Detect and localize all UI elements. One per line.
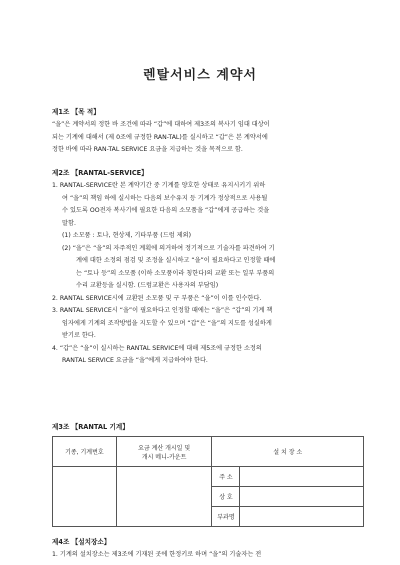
text-line: 정한 바에 따라 RAN-TAL SERVICE 요금을 지급하는 것을 목적으로 함.	[52, 146, 243, 153]
document-title: 렌탈서비스 계약서	[143, 68, 257, 83]
col-header-location: 설 치 장 소	[212, 437, 364, 467]
text-line: 1. RANTAL-SERVICE란 본 계약기간 중 기계를 양호한 상태로 유지시키기 위하	[52, 182, 266, 189]
text-line: 1. 기계의 설치장소는 제3조에 기재된 곳에 한정키로 하며 “을”의 기술자는 전	[52, 551, 262, 558]
col-header-model: 기종, 기계번호	[53, 437, 117, 467]
table-cell-billing-start	[116, 467, 212, 527]
row-label-company: 상 호	[212, 487, 240, 507]
table-cell-address	[240, 467, 364, 487]
text-line: 계에 대한 소정의 점검 및 조정을 실시하고 “을”이 필요하다고 인정할 때에	[76, 257, 276, 264]
text-line: (2) “을”은 “을”의 자주적인 계획에 의거하여 정기적으로 기술자를 파견하여 기	[62, 244, 275, 252]
col-header-line: 개시 메니-카운트	[141, 453, 187, 461]
text-line: 4. “갑”은 “을”이 실시하는 RANTAL SERVICE에 대해 제5조에 규정한 소정의	[52, 344, 262, 352]
article-3-heading: 제3조 【RANTAL 기계】	[52, 423, 129, 431]
text-line: “을”은 계약서의 정한 바 조건에 따라 “갑”에 대하여 제3조의 복사기 임대 대상이	[52, 121, 270, 128]
col-header-billing-start	[116, 437, 212, 467]
text-line: 3. RANTAL SERVICE시 “을”이 필요하다고 인정할 때에는 “을”은 “갑”의 기계 책	[52, 307, 273, 314]
article-4-body	[52, 549, 364, 562]
text-line: 받기로 한다.	[62, 332, 96, 339]
text-line: (1) 소모품 : 토나, 현상제, 기타부품 (드럼 제외)	[62, 232, 192, 239]
row-label-address: 주 소	[212, 467, 240, 487]
text-line: 수 있도록 OO전자 복사기에 필요한 다음의 소모품을 “갑”에게 공급하는 것을	[62, 207, 270, 214]
table-cell-company	[240, 487, 364, 507]
text-line: 2. RANTAL SERVICE시에 교환된 소모품 및 구 부품은 “을”이 이를 인수한다.	[52, 294, 262, 302]
article-2-heading: 제2조 【RANTAL-SERVICE】	[52, 169, 148, 177]
table-cell-model	[53, 467, 117, 527]
article-1-body	[52, 119, 364, 157]
text-line: RANTAL SERVICE 요금을 “을”에게 지급하여야 한다.	[62, 357, 208, 364]
text-line: 여 “을”의 책임 하에 실시하는 다음의 보수유지 등 기계가 정상적으로 사용될	[62, 194, 268, 202]
text-line: 임자에게 기계의 조작방법을 지도할 수 있으며 “갑”은 “을”의 지도를 성실하게	[62, 319, 272, 327]
text-line: 수리 교환등을 실시함. (드럼교환은 사용자의 부담임)	[76, 282, 219, 289]
article-1-heading: 제1조 【목 적】	[52, 108, 100, 116]
table-cell-person	[240, 507, 364, 527]
row-label-person: 부과명	[212, 507, 240, 527]
article-4-heading: 제4조 【설치장소】	[52, 538, 111, 546]
text-line: 되는 기계에 대해서 (제 0조에 규정한 RAN-TAL)를 실시하고 “갑”은 본 계약서에	[52, 133, 268, 141]
rental-machine-table	[52, 436, 364, 527]
article-2-body	[52, 180, 364, 368]
text-line: 말함.	[62, 219, 76, 227]
text-line: 는 “토나 등”의 소모품 (이하 소모품이라 칭한다)의 교환 또는 일부 부품의	[76, 269, 275, 277]
col-header-line: 요금 계산 개시일 및	[138, 444, 191, 452]
